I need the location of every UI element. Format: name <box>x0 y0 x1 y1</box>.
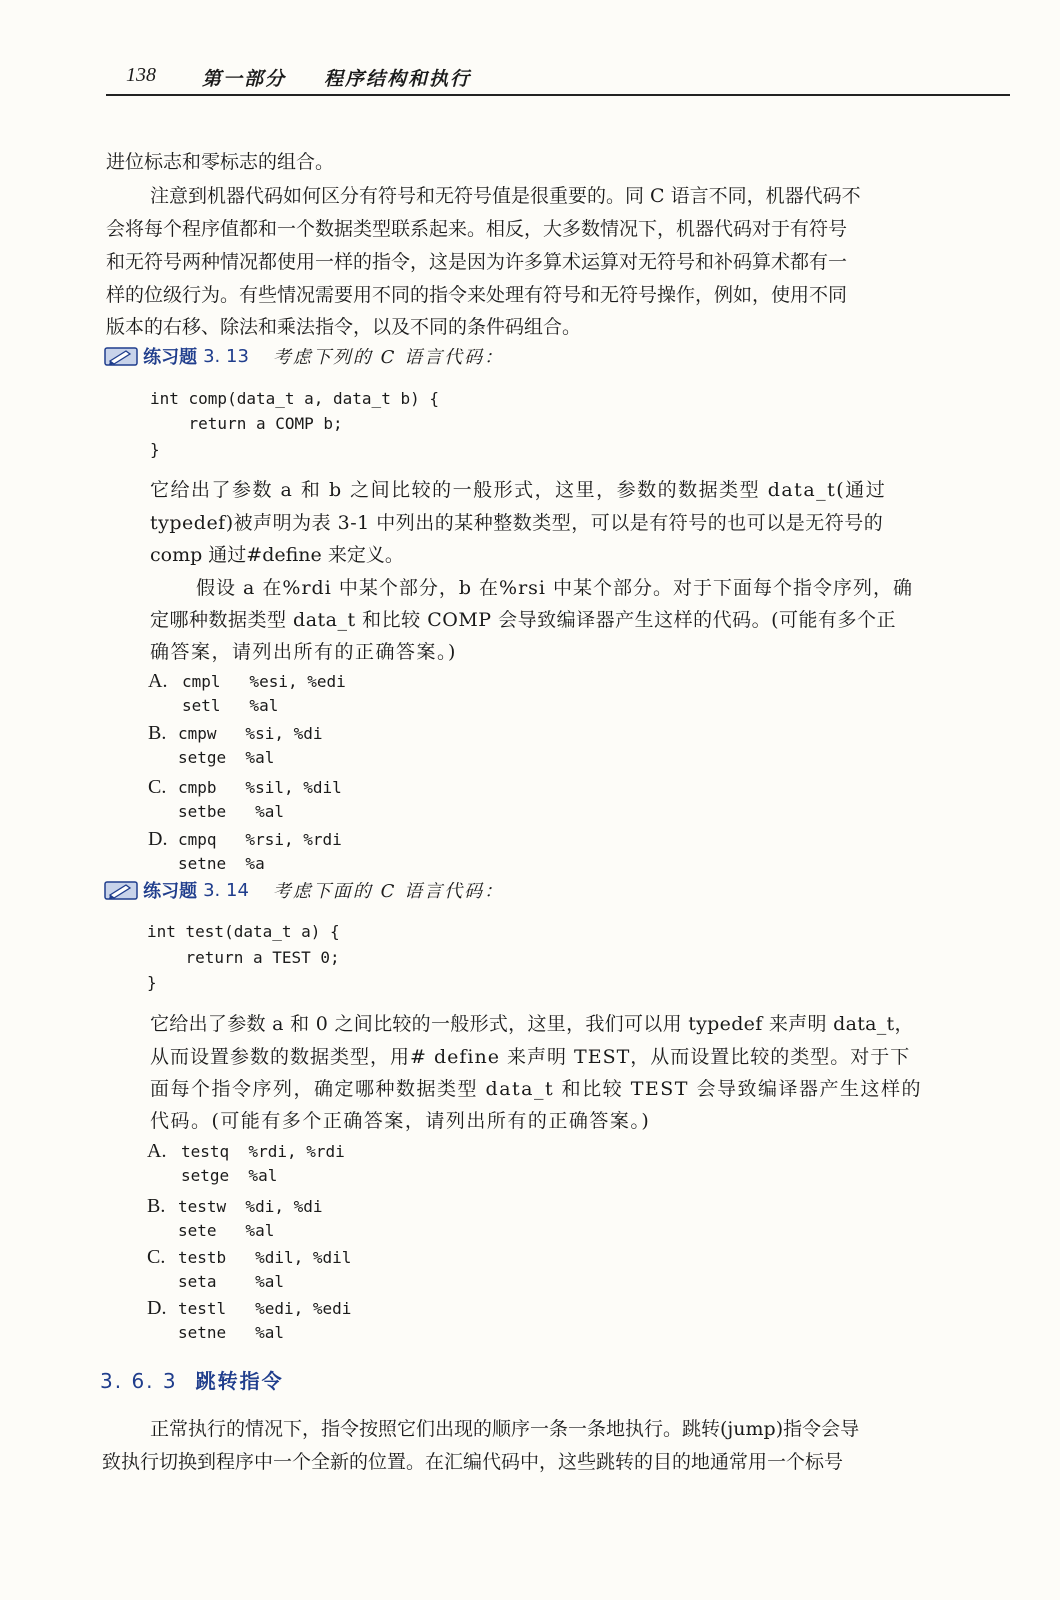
option-line: cmpb %sil, %dil <box>178 778 342 797</box>
exercise-3-14-heading <box>104 877 504 907</box>
option-line: testw %di, %di <box>178 1197 323 1216</box>
chapter-title: 程序结构和执行 <box>324 68 472 90</box>
option-letter: A. <box>147 1140 167 1162</box>
pencil-icon <box>104 879 138 901</box>
code-line: int comp(data_t a, data_t b) { <box>150 389 439 408</box>
code-line: int test(data_t a) { <box>147 922 340 941</box>
code-line: return a TEST 0; <box>147 948 340 967</box>
option-letter: A. <box>148 670 168 692</box>
section-para-line: 致执行切换到程序中一个全新的位置。在汇编代码中，这些跳转的目的地通常用一个标号 <box>102 1451 844 1473</box>
ex13-desc-line: 假设 a 在%rdi 中某个部分，b 在%rsi 中某个部分。对于下面每个指令序列，确 <box>196 577 914 599</box>
option-line: setl %al <box>182 696 279 715</box>
section-number: 3. 6. 3 <box>100 1369 178 1393</box>
exercise-label: 练习题 <box>143 881 198 902</box>
pencil-icon <box>104 345 138 367</box>
option-line: testl %edi, %edi <box>178 1299 352 1318</box>
ex13-desc-line: 确答案，请列出所有的正确答案。) <box>150 641 457 663</box>
option-letter: D. <box>147 1297 167 1319</box>
exercise-prompt: 考虑下面的 C 语言代码： <box>272 881 505 902</box>
page-header <box>106 58 1010 96</box>
exercise-prompt: 考虑下列的 C 语言代码： <box>272 347 505 368</box>
ex14-desc-line: 从而设置参数的数据类型，用# define 来声明 TEST，从而设置比较的类型。对于下 <box>150 1046 911 1068</box>
option-line: sete %al <box>178 1221 275 1240</box>
option-line: setge %al <box>178 748 275 767</box>
intro-line: 样的位级行为。有些情况需要用不同的指令来处理有符号和无符号操作，例如，使用不同 <box>106 284 848 306</box>
ex13-desc-line: 它给出了参数 a 和 b 之间比较的一般形式，这里，参数的数据类型 data_t(通过 <box>150 479 887 501</box>
option-line: setne %al <box>178 1323 284 1342</box>
section-para-line: 正常执行的情况下，指令按照它们出现的顺序一条一条地执行。跳转(jump)指令会导 <box>150 1418 860 1440</box>
ex14-desc-line: 面每个指令序列，确定哪种数据类型 data_t 和比较 TEST 会导致编译器产生这样的 <box>150 1078 922 1100</box>
option-line: cmpl %esi, %edi <box>182 672 346 691</box>
code-line: } <box>150 440 160 459</box>
section-title: 跳转指令 <box>195 1369 284 1393</box>
option-letter: B. <box>148 722 167 744</box>
option-line: setge %al <box>181 1166 278 1185</box>
option-line: testb %dil, %dil <box>178 1248 352 1267</box>
part-label: 第一部分 <box>202 68 287 90</box>
exercise-number: 3. 14 <box>203 879 249 901</box>
exercise-number: 3. 13 <box>203 345 249 367</box>
code-line: } <box>147 973 157 992</box>
intro-line: 版本的右移、除法和乘法指令，以及不同的条件码组合。 <box>106 316 582 338</box>
ex13-desc-line: typedef)被声明为表 3-1 中列出的某种整数类型，可以是有符号的也可以是无符号的 <box>150 512 884 534</box>
option-letter: C. <box>147 1246 166 1268</box>
option-line: cmpw %si, %di <box>178 724 323 743</box>
intro-line: 和无符号两种情况都使用一样的指令，这是因为许多算术运算对无符号和补码算术都有一 <box>106 251 848 273</box>
exercise-3-13-heading <box>104 343 504 373</box>
page-number: 138 <box>126 64 156 86</box>
option-line: setbe %al <box>178 802 284 821</box>
intro-line: 进位标志和零标志的组合。 <box>106 151 335 173</box>
intro-line: 注意到机器代码如何区分有符号和无符号值是很重要的。同 C 语言不同，机器代码不 <box>150 185 861 207</box>
option-line: seta %al <box>178 1272 284 1291</box>
ex13-desc-line: 定哪种数据类型 data_t 和比较 COMP 会导致编译器产生这样的代码。(可能有多个正 <box>150 609 897 631</box>
option-letter: B. <box>147 1195 166 1217</box>
ex14-desc-line: 它给出了参数 a 和 0 之间比较的一般形式，这里，我们可以用 typedef 来声明 data_t， <box>150 1013 914 1035</box>
option-letter: D. <box>148 828 168 850</box>
exercise-label: 练习题 <box>143 347 198 368</box>
section-heading <box>100 1365 284 1394</box>
option-letter: C. <box>148 776 167 798</box>
code-line: return a COMP b; <box>150 414 343 433</box>
option-line: setne %a <box>178 854 265 873</box>
intro-line: 会将每个程序值都和一个数据类型联系起来。相反，大多数情况下，机器代码对于有符号 <box>106 218 848 240</box>
ex13-desc-line: comp 通过#define 来定义。 <box>150 544 404 566</box>
option-line: testq %rdi, %rdi <box>181 1142 345 1161</box>
ex14-desc-line: 代码。(可能有多个正确答案，请列出所有的正确答案。) <box>150 1110 651 1132</box>
option-line: cmpq %rsi, %rdi <box>178 830 342 849</box>
